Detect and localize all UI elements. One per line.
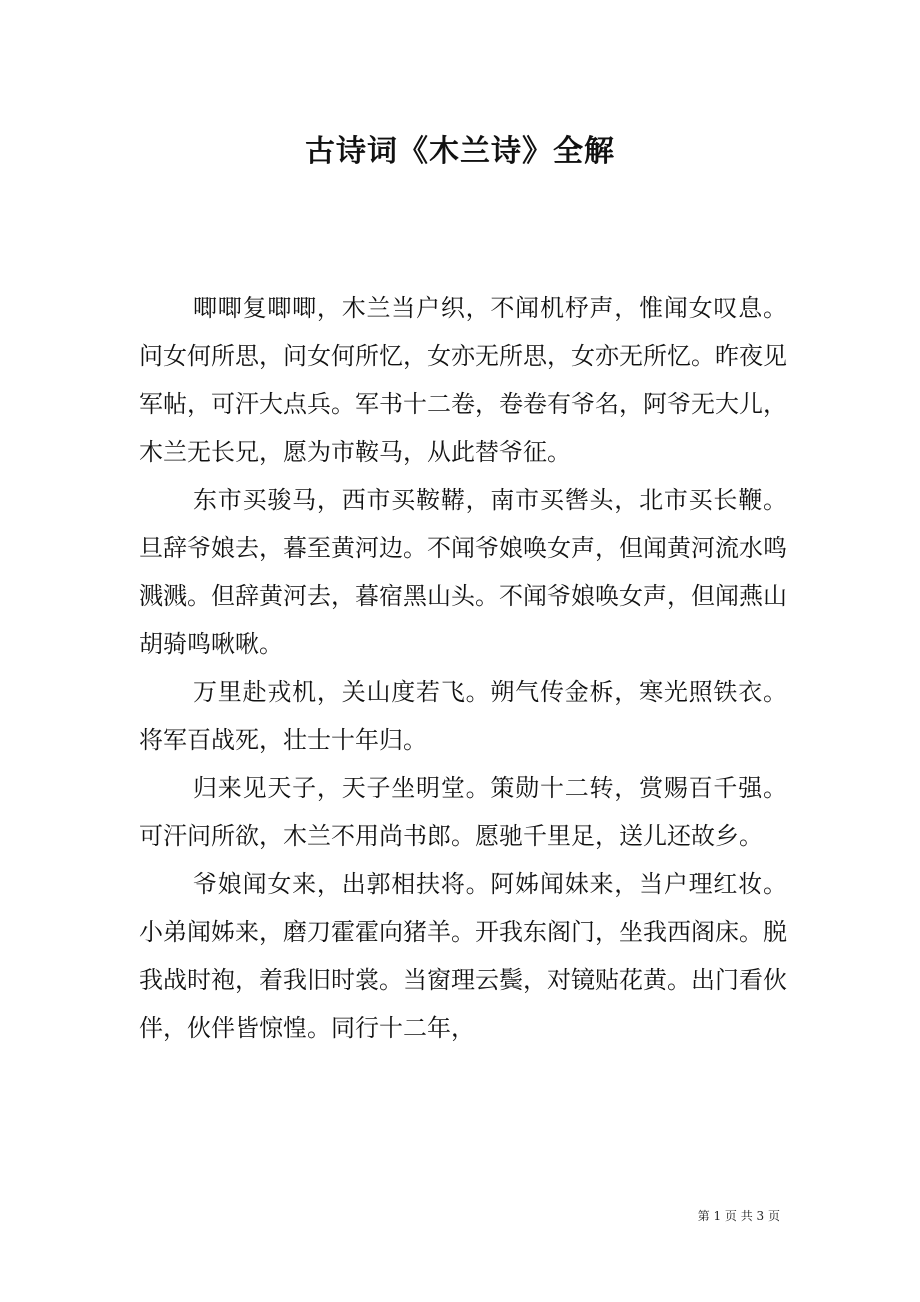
paragraph: 爷娘闻女来，出郭相扶将。阿姊闻妹来，当户理红妆。小弟闻姊来，磨刀霍霍向猪羊。开我东阁门，坐我西阁床。脱我战时袍，着我旧时裳。当窗理云鬓，对镜贴花黄。出门看伙伴，伙伴皆惊惶。同行十二年， xyxy=(139,870,787,1042)
document-title: 古诗词《木兰诗》全解 xyxy=(305,134,615,169)
paragraph: 唧唧复唧唧，木兰当户织，不闻机杼声，惟闻女叹息。问女何所思，问女何所忆，女亦无所思，女亦无所忆。昨夜见军帖，可汗大点兵。军书十二卷，卷卷有爷名，阿爷无大儿，木兰无长兄，愿为市鞍马，从此替爷征。 xyxy=(139,294,787,466)
page-number-footer: 第 1 页 共 3 页 xyxy=(697,1209,780,1223)
paragraph: 万里赴戎机，关山度若飞。朔气传金柝，寒光照铁衣。将军百战死，壮士十年归。 xyxy=(139,678,787,754)
paragraph: 归来见天子，天子坐明堂。策勋十二转，赏赐百千强。可汗问所欲，木兰不用尚书郎。愿驰千里足，送儿还故乡。 xyxy=(139,774,787,850)
document-body xyxy=(139,284,787,1052)
paragraph: 东市买骏马，西市买鞍鞯，南市买辔头，北市买长鞭。旦辞爷娘去，暮至黄河边。不闻爷娘唤女声，但闻黄河流水鸣溅溅。但辞黄河去，暮宿黑山头。不闻爷娘唤女声，但闻燕山胡骑鸣啾啾。 xyxy=(139,486,787,658)
